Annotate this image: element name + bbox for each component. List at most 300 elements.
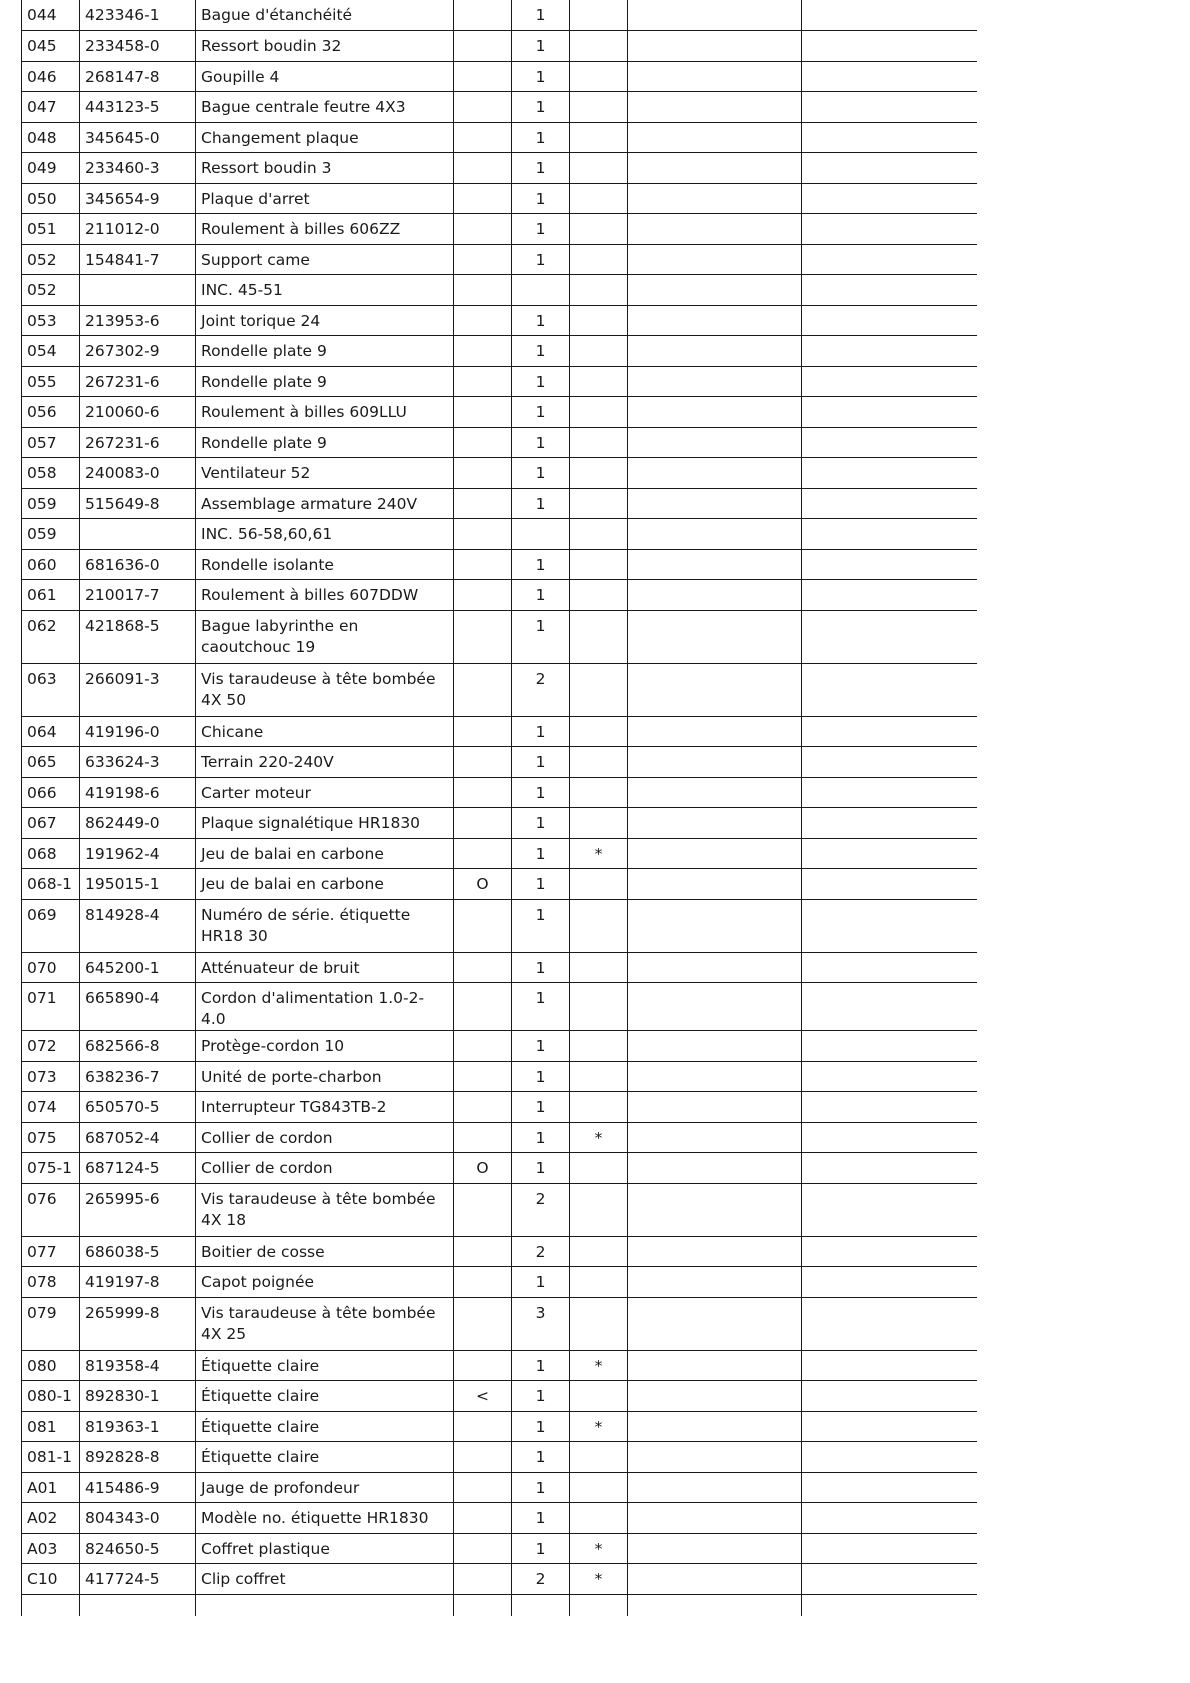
- quantity-cell: 1: [512, 31, 570, 62]
- part-number-cell: 638236-7: [80, 1061, 196, 1092]
- item-number-cell: 048: [22, 122, 80, 153]
- item-number-cell: 081-1: [22, 1442, 80, 1473]
- quantity-cell: 1: [512, 0, 570, 31]
- mark-cell: [570, 1236, 628, 1267]
- part-number-cell: 687124-5: [80, 1153, 196, 1184]
- table-row: [22, 488, 978, 519]
- note-cell: [454, 1061, 512, 1092]
- blank-cell: [802, 519, 978, 550]
- item-number-cell: 064: [22, 716, 80, 747]
- description-cell: Collier de cordon: [196, 1153, 454, 1184]
- item-number-cell: A02: [22, 1503, 80, 1534]
- description-cell: Rondelle plate 9: [196, 427, 454, 458]
- part-number-cell: 421868-5: [80, 610, 196, 663]
- blank-cell: [628, 1061, 802, 1092]
- parts-sheet: [21, 0, 977, 1683]
- part-number-cell: 804343-0: [80, 1503, 196, 1534]
- quantity-cell: 1: [512, 183, 570, 214]
- item-number-cell: 066: [22, 777, 80, 808]
- blank-cell: [802, 1381, 978, 1412]
- mark-cell: *: [570, 838, 628, 869]
- blank-cell: [802, 952, 978, 983]
- blank-cell: [802, 1472, 978, 1503]
- quantity-cell: 1: [512, 458, 570, 489]
- quantity-cell: 1: [512, 153, 570, 184]
- description-cell: Numéro de série. étiquette HR18 30: [196, 899, 454, 952]
- note-cell: [454, 153, 512, 184]
- item-number-cell: 044: [22, 0, 80, 31]
- blank-cell: [802, 275, 978, 306]
- blank-cell: [512, 1594, 570, 1616]
- blank-cell: [802, 1061, 978, 1092]
- table-row: [22, 31, 978, 62]
- table-row: [22, 1503, 978, 1534]
- quantity-cell: 1: [512, 1381, 570, 1412]
- part-number-cell: 415486-9: [80, 1472, 196, 1503]
- blank-cell: [802, 61, 978, 92]
- blank-cell: [628, 183, 802, 214]
- part-number-cell: [80, 275, 196, 306]
- note-cell: [454, 1297, 512, 1350]
- table-row: [22, 549, 978, 580]
- description-cell: Ventilateur 52: [196, 458, 454, 489]
- description-cell: Étiquette claire: [196, 1442, 454, 1473]
- mark-cell: [570, 397, 628, 428]
- blank-cell: [628, 427, 802, 458]
- blank-cell: [802, 0, 978, 31]
- quantity-cell: 1: [512, 244, 570, 275]
- description-cell: Jeu de balai en carbone: [196, 869, 454, 900]
- quantity-cell: 1: [512, 397, 570, 428]
- part-number-cell: 213953-6: [80, 305, 196, 336]
- table-row: [22, 747, 978, 778]
- note-cell: [454, 336, 512, 367]
- blank-cell: [802, 214, 978, 245]
- note-cell: [454, 1533, 512, 1564]
- item-number-cell: 068-1: [22, 869, 80, 900]
- description-cell: Bague centrale feutre 4X3: [196, 92, 454, 123]
- blank-cell: [802, 153, 978, 184]
- blank-cell: [628, 716, 802, 747]
- note-cell: [454, 1122, 512, 1153]
- mark-cell: [570, 31, 628, 62]
- part-number-cell: 240083-0: [80, 458, 196, 489]
- blank-cell: [628, 366, 802, 397]
- description-cell: Bague labyrinthe en caoutchouc 19: [196, 610, 454, 663]
- quantity-cell: 1: [512, 1472, 570, 1503]
- blank-cell: [196, 1594, 454, 1616]
- blank-cell: [802, 1122, 978, 1153]
- table-row: [22, 427, 978, 458]
- quantity-cell: 1: [512, 214, 570, 245]
- blank-cell: [802, 427, 978, 458]
- part-number-cell: 233460-3: [80, 153, 196, 184]
- part-number-cell: 681636-0: [80, 549, 196, 580]
- mark-cell: [570, 610, 628, 663]
- item-number-cell: 046: [22, 61, 80, 92]
- note-cell: [454, 1092, 512, 1123]
- item-number-cell: 080: [22, 1350, 80, 1381]
- description-cell: Chicane: [196, 716, 454, 747]
- description-cell: Plaque d'arret: [196, 183, 454, 214]
- note-cell: [454, 747, 512, 778]
- blank-cell: [802, 1594, 978, 1616]
- blank-cell: [628, 305, 802, 336]
- table-row-continued: [22, 1594, 978, 1616]
- item-number-cell: 047: [22, 92, 80, 123]
- description-cell: Roulement à billes 609LLU: [196, 397, 454, 428]
- item-number-cell: 062: [22, 610, 80, 663]
- table-row: [22, 458, 978, 489]
- quantity-cell: 1: [512, 1153, 570, 1184]
- blank-cell: [802, 610, 978, 663]
- description-cell: Jauge de profondeur: [196, 1472, 454, 1503]
- table-row: [22, 61, 978, 92]
- table-row: [22, 92, 978, 123]
- item-number-cell: 065: [22, 747, 80, 778]
- quantity-cell: 1: [512, 488, 570, 519]
- blank-cell: [802, 1503, 978, 1534]
- mark-cell: [570, 808, 628, 839]
- mark-cell: *: [570, 1533, 628, 1564]
- part-number-cell: 650570-5: [80, 1092, 196, 1123]
- note-cell: O: [454, 1153, 512, 1184]
- blank-cell: [628, 1153, 802, 1184]
- part-number-cell: 423346-1: [80, 0, 196, 31]
- blank-cell: [802, 488, 978, 519]
- table-row: [22, 397, 978, 428]
- mark-cell: [570, 1442, 628, 1473]
- part-number-cell: 419196-0: [80, 716, 196, 747]
- part-number-cell: 345654-9: [80, 183, 196, 214]
- quantity-cell: [512, 275, 570, 306]
- item-number-cell: 074: [22, 1092, 80, 1123]
- part-number-cell: 265995-6: [80, 1183, 196, 1236]
- mark-cell: [570, 519, 628, 550]
- mark-cell: [570, 183, 628, 214]
- blank-cell: [628, 663, 802, 716]
- quantity-cell: 1: [512, 366, 570, 397]
- note-cell: [454, 214, 512, 245]
- note-cell: [454, 549, 512, 580]
- description-cell: Rondelle isolante: [196, 549, 454, 580]
- blank-cell: [802, 458, 978, 489]
- mark-cell: *: [570, 1411, 628, 1442]
- mark-cell: *: [570, 1350, 628, 1381]
- note-cell: [454, 1442, 512, 1473]
- blank-cell: [802, 92, 978, 123]
- part-number-cell: 892830-1: [80, 1381, 196, 1412]
- quantity-cell: 1: [512, 336, 570, 367]
- quantity-cell: 1: [512, 427, 570, 458]
- blank-cell: [628, 1411, 802, 1442]
- blank-cell: [802, 838, 978, 869]
- blank-cell: [628, 1442, 802, 1473]
- blank-cell: [802, 1411, 978, 1442]
- blank-cell: [628, 1297, 802, 1350]
- note-cell: [454, 580, 512, 611]
- note-cell: [454, 808, 512, 839]
- description-cell: Protège-cordon 10: [196, 1031, 454, 1062]
- description-cell: Ressort boudin 3: [196, 153, 454, 184]
- description-cell: Étiquette claire: [196, 1381, 454, 1412]
- blank-cell: [628, 1564, 802, 1595]
- blank-cell: [628, 1503, 802, 1534]
- quantity-cell: 1: [512, 777, 570, 808]
- mark-cell: [570, 122, 628, 153]
- blank-cell: [628, 1031, 802, 1062]
- quantity-cell: 1: [512, 1350, 570, 1381]
- note-cell: [454, 952, 512, 983]
- note-cell: [454, 1350, 512, 1381]
- item-number-cell: 076: [22, 1183, 80, 1236]
- note-cell: [454, 275, 512, 306]
- item-number-cell: 061: [22, 580, 80, 611]
- table-row: [22, 1092, 978, 1123]
- note-cell: [454, 92, 512, 123]
- blank-cell: [802, 366, 978, 397]
- quantity-cell: 1: [512, 610, 570, 663]
- blank-cell: [628, 952, 802, 983]
- table-row: [22, 366, 978, 397]
- blank-cell: [802, 716, 978, 747]
- mark-cell: [570, 663, 628, 716]
- description-cell: Vis taraudeuse à tête bombée 4X 50: [196, 663, 454, 716]
- quantity-cell: 1: [512, 549, 570, 580]
- note-cell: [454, 1472, 512, 1503]
- description-cell: Interrupteur TG843TB-2: [196, 1092, 454, 1123]
- quantity-cell: 1: [512, 808, 570, 839]
- note-cell: [454, 1031, 512, 1062]
- mark-cell: [570, 1381, 628, 1412]
- blank-cell: [628, 397, 802, 428]
- note-cell: [454, 1236, 512, 1267]
- quantity-cell: 1: [512, 869, 570, 900]
- quantity-cell: [512, 519, 570, 550]
- quantity-cell: 1: [512, 716, 570, 747]
- table-row: [22, 663, 978, 716]
- blank-cell: [454, 1594, 512, 1616]
- table-row: [22, 183, 978, 214]
- table-row: [22, 1153, 978, 1184]
- note-cell: [454, 366, 512, 397]
- item-number-cell: A01: [22, 1472, 80, 1503]
- blank-cell: [802, 747, 978, 778]
- table-row: [22, 716, 978, 747]
- quantity-cell: 1: [512, 580, 570, 611]
- part-number-cell: 892828-8: [80, 1442, 196, 1473]
- quantity-cell: 1: [512, 1031, 570, 1062]
- table-row: [22, 869, 978, 900]
- blank-cell: [802, 1442, 978, 1473]
- part-number-cell: 191962-4: [80, 838, 196, 869]
- mark-cell: [570, 1297, 628, 1350]
- description-cell: Collier de cordon: [196, 1122, 454, 1153]
- blank-cell: [802, 869, 978, 900]
- mark-cell: [570, 488, 628, 519]
- description-cell: Vis taraudeuse à tête bombée 4X 25: [196, 1297, 454, 1350]
- table-row: [22, 838, 978, 869]
- blank-cell: [628, 122, 802, 153]
- note-cell: [454, 663, 512, 716]
- table-row: [22, 1533, 978, 1564]
- item-number-cell: 055: [22, 366, 80, 397]
- description-cell: Boitier de cosse: [196, 1236, 454, 1267]
- description-cell: Capot poignée: [196, 1267, 454, 1298]
- item-number-cell: 063: [22, 663, 80, 716]
- part-number-cell: 862449-0: [80, 808, 196, 839]
- mark-cell: [570, 1503, 628, 1534]
- description-cell: Unité de porte-charbon: [196, 1061, 454, 1092]
- description-cell: Modèle no. étiquette HR1830: [196, 1503, 454, 1534]
- description-cell: INC. 45-51: [196, 275, 454, 306]
- quantity-cell: 2: [512, 1236, 570, 1267]
- table-row: [22, 1183, 978, 1236]
- item-number-cell: 078: [22, 1267, 80, 1298]
- blank-cell: [802, 1267, 978, 1298]
- table-row: [22, 1267, 978, 1298]
- blank-cell: [628, 275, 802, 306]
- mark-cell: [570, 61, 628, 92]
- blank-cell: [628, 1533, 802, 1564]
- table-row: [22, 1350, 978, 1381]
- description-cell: Cordon d'alimentation 1.0-2-4.0: [196, 983, 454, 1031]
- description-cell: Terrain 220-240V: [196, 747, 454, 778]
- quantity-cell: 1: [512, 305, 570, 336]
- mark-cell: [570, 952, 628, 983]
- item-number-cell: 060: [22, 549, 80, 580]
- blank-cell: [802, 899, 978, 952]
- quantity-cell: 1: [512, 952, 570, 983]
- item-number-cell: 081: [22, 1411, 80, 1442]
- note-cell: [454, 0, 512, 31]
- item-number-cell: 052: [22, 275, 80, 306]
- quantity-cell: 2: [512, 663, 570, 716]
- mark-cell: [570, 336, 628, 367]
- part-number-cell: 819358-4: [80, 1350, 196, 1381]
- note-cell: O: [454, 869, 512, 900]
- blank-cell: [628, 869, 802, 900]
- description-cell: Coffret plastique: [196, 1533, 454, 1564]
- blank-cell: [22, 1594, 80, 1616]
- blank-cell: [628, 153, 802, 184]
- blank-cell: [802, 580, 978, 611]
- item-number-cell: C10: [22, 1564, 80, 1595]
- blank-cell: [802, 1564, 978, 1595]
- part-number-cell: 195015-1: [80, 869, 196, 900]
- table-row: [22, 1122, 978, 1153]
- note-cell: [454, 122, 512, 153]
- description-cell: Plaque signalétique HR1830: [196, 808, 454, 839]
- blank-cell: [802, 31, 978, 62]
- blank-cell: [570, 1594, 628, 1616]
- blank-cell: [802, 1533, 978, 1564]
- mark-cell: [570, 869, 628, 900]
- part-number-cell: 268147-8: [80, 61, 196, 92]
- mark-cell: [570, 716, 628, 747]
- quantity-cell: 1: [512, 1267, 570, 1298]
- table-row: [22, 1297, 978, 1350]
- item-number-cell: 053: [22, 305, 80, 336]
- item-number-cell: 050: [22, 183, 80, 214]
- blank-cell: [802, 336, 978, 367]
- blank-cell: [628, 808, 802, 839]
- table-row: [22, 610, 978, 663]
- mark-cell: [570, 214, 628, 245]
- note-cell: [454, 610, 512, 663]
- part-number-cell: 233458-0: [80, 31, 196, 62]
- note-cell: [454, 31, 512, 62]
- table-row: [22, 1061, 978, 1092]
- blank-cell: [628, 488, 802, 519]
- description-cell: Carter moteur: [196, 777, 454, 808]
- item-number-cell: 068: [22, 838, 80, 869]
- table-row: [22, 153, 978, 184]
- note-cell: [454, 183, 512, 214]
- blank-cell: [628, 747, 802, 778]
- part-number-cell: 267231-6: [80, 427, 196, 458]
- blank-cell: [802, 1092, 978, 1123]
- note-cell: [454, 899, 512, 952]
- table-row: [22, 1442, 978, 1473]
- table-row: [22, 580, 978, 611]
- table-row: [22, 244, 978, 275]
- blank-cell: [802, 183, 978, 214]
- item-number-cell: 058: [22, 458, 80, 489]
- quantity-cell: 1: [512, 838, 570, 869]
- table-row: [22, 336, 978, 367]
- part-number-cell: 686038-5: [80, 1236, 196, 1267]
- part-number-cell: 687052-4: [80, 1122, 196, 1153]
- table-row: [22, 1381, 978, 1412]
- quantity-cell: 3: [512, 1297, 570, 1350]
- blank-cell: [802, 777, 978, 808]
- description-cell: Changement plaque: [196, 122, 454, 153]
- quantity-cell: 1: [512, 1061, 570, 1092]
- part-number-cell: 211012-0: [80, 214, 196, 245]
- item-number-cell: 056: [22, 397, 80, 428]
- mark-cell: [570, 580, 628, 611]
- description-cell: INC. 56-58,60,61: [196, 519, 454, 550]
- part-number-cell: 824650-5: [80, 1533, 196, 1564]
- item-number-cell: 080-1: [22, 1381, 80, 1412]
- note-cell: [454, 458, 512, 489]
- quantity-cell: 1: [512, 122, 570, 153]
- blank-cell: [628, 838, 802, 869]
- blank-cell: [802, 808, 978, 839]
- part-number-cell: 515649-8: [80, 488, 196, 519]
- mark-cell: [570, 92, 628, 123]
- parts-table-body: [22, 0, 978, 1616]
- blank-cell: [628, 519, 802, 550]
- blank-cell: [802, 549, 978, 580]
- blank-cell: [628, 336, 802, 367]
- table-row: [22, 122, 978, 153]
- table-row: [22, 1031, 978, 1062]
- item-number-cell: 045: [22, 31, 80, 62]
- mark-cell: [570, 427, 628, 458]
- mark-cell: [570, 458, 628, 489]
- item-number-cell: 079: [22, 1297, 80, 1350]
- table-row: [22, 214, 978, 245]
- quantity-cell: 2: [512, 1564, 570, 1595]
- description-cell: Ressort boudin 32: [196, 31, 454, 62]
- note-cell: [454, 983, 512, 1031]
- description-cell: Étiquette claire: [196, 1350, 454, 1381]
- note-cell: [454, 1183, 512, 1236]
- note-cell: [454, 716, 512, 747]
- blank-cell: [802, 1350, 978, 1381]
